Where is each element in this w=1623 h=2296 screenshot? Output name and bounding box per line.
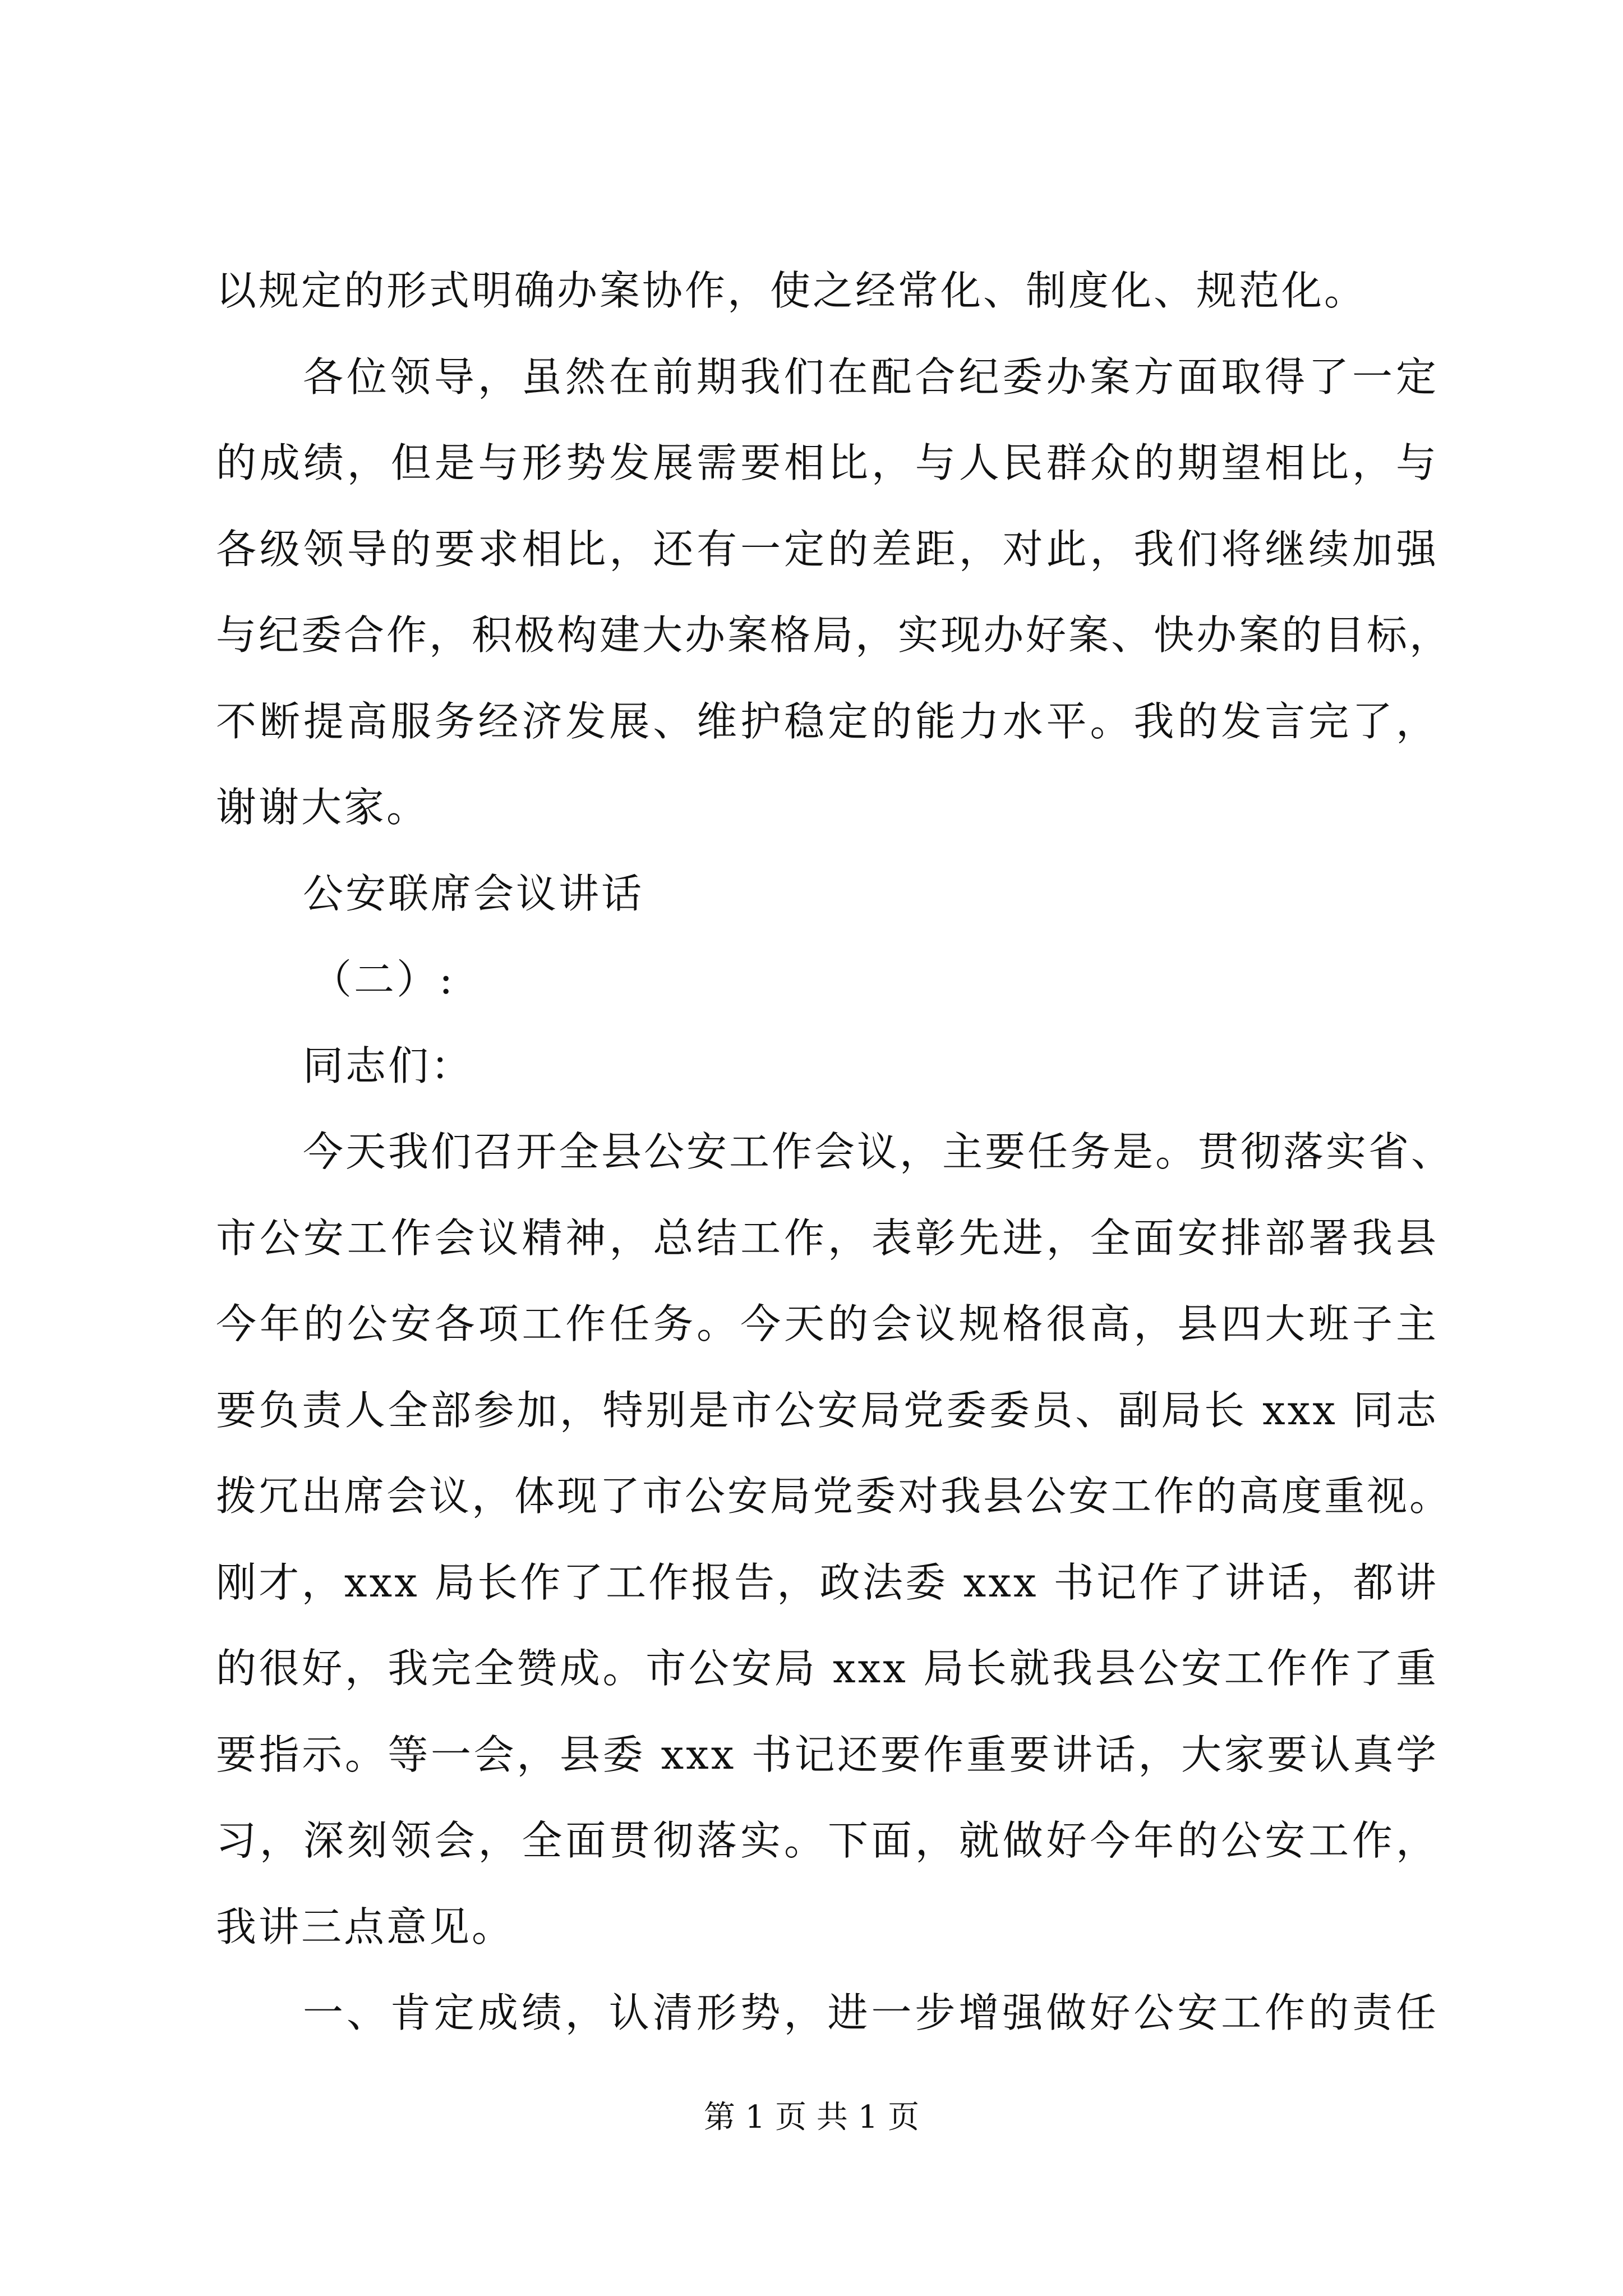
section-subtitle: （二）: — [311, 956, 455, 1003]
paragraph-line: 要负责人全部参加，特别是市公安局党委委员、副局长 xxx 同志 — [216, 1387, 1438, 1434]
paragraph-line: 今天我们召开全县公安工作会议，主要任务是。贯彻落实省、 — [303, 1128, 1454, 1175]
paragraph-line: 市公安工作会议精神，总结工作，表彰先进，全面安排部署我县 — [216, 1214, 1438, 1262]
paragraph-line: 的成绩，但是与形势发展需要相比，与人民群众的期望相比，与 — [216, 439, 1438, 486]
paragraph-line: 我讲三点意见。 — [216, 1903, 515, 1950]
paragraph-line: 刚才，xxx 局长作了工作报告，政法委 xxx 书记作了讲话，都讲 — [216, 1559, 1438, 1606]
paragraph-line: 与纪委合作，积极构建大办案格局，实现办好案、快办案的目标， — [216, 611, 1453, 659]
paragraph-line: 一、肯定成绩，认清形势，进一步增强做好公安工作的责任 — [303, 1989, 1438, 2036]
paragraph-line: 的很好，我完全赞成。市公安局 xxx 局长就我县公安工作作了重 — [216, 1645, 1438, 1692]
page-footer: 第 1 页 共 1 页 — [703, 2099, 920, 2136]
paragraph-line: 今年的公安各项工作任务。今天的会议规格很高，县四大班子主 — [216, 1300, 1438, 1347]
paragraph-line: 以规定的形式明确办案协作，使之经常化、制度化、规范化。 — [216, 267, 1367, 314]
paragraph-line: 各位领导，虽然在前期我们在配合纪委办案方面取得了一定 — [303, 353, 1438, 401]
paragraph-line: 不断提高服务经济发展、维护稳定的能力水平。我的发言完了， — [216, 698, 1438, 745]
paragraph-line: 谢谢大家。 — [216, 784, 430, 831]
section-title: 公安联席会议讲话 — [303, 870, 644, 917]
paragraph-line: 各级领导的要求相比，还有一定的差距，对此，我们将继续加强 — [216, 526, 1438, 573]
paragraph-line: 要指示。等一会，县委 xxx 书记还要作重要讲话，大家要认真学 — [216, 1731, 1438, 1778]
paragraph-line: 习，深刻领会，全面贯彻落实。下面，就做好今年的公安工作， — [216, 1817, 1438, 1864]
paragraph-line: 拨冗出席会议，体现了市公安局党委对我县公安工作的高度重视。 — [216, 1473, 1453, 1520]
salutation: 同志们： — [303, 1042, 474, 1089]
